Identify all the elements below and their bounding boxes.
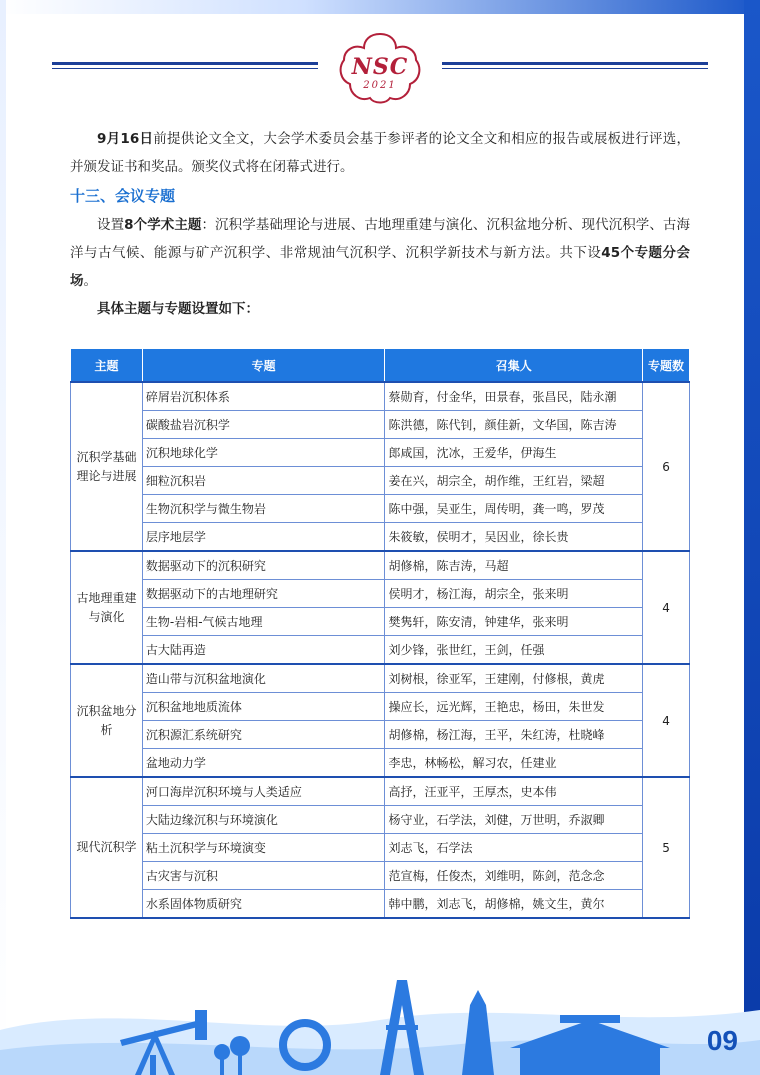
convener-cell: 胡修棉，杨江海，王平，朱红涛，杜晓峰 [385,721,643,749]
logo-year: 2021 [363,80,397,91]
convener-cell: 朱筱敏，侯明才，吴因业，徐长贵 [385,523,643,552]
convener-cell: 樊隽轩，陈安清，钟建华，张来明 [385,608,643,636]
header-rule-right [442,62,708,76]
convener-cell: 陈中强，吴亚生，周传明，龚一鸣，罗茂 [385,495,643,523]
table-row [71,664,690,693]
topic-cell: 生物沉积学与微生物岩 [142,495,385,523]
topic-cell: 碳酸盐岩沉积学 [142,411,385,439]
topic-cell: 水系固体物质研究 [142,890,385,919]
topics-paragraph: 设置8个学术主题：沉积学基础理论与进展、古地理重建与演化、沉积盆地分析、现代沉积学、古海洋与古气候、能源与矿产沉积学、非常规油气沉积学、沉积学新技术与新方法。共下设45个专题分会场。 [70,217,691,289]
table-row [71,890,690,919]
topic-cell: 生物-岩相-气候古地理 [142,608,385,636]
topic-cell: 大陆边缘沉积与环境演化 [142,806,385,834]
convener-cell: 刘少锋，张世红，王剑，任强 [385,636,643,665]
topic-cell: 盆地动力学 [142,749,385,778]
count-cell: 4 [643,664,690,777]
convener-cell: 郎咸国，沈冰，王爱华，伊海生 [385,439,643,467]
table-intro: 具体主题与专题设置如下： [97,301,259,317]
convener-cell: 侯明才，杨江海，胡宗全，张来明 [385,580,643,608]
header-topic: 专题 [142,349,385,383]
theme-cell: 沉积盆地分析 [71,664,143,777]
table-header-row [71,349,690,383]
header-rule-left [52,62,318,76]
table-row [71,523,690,552]
topic-cell: 数据驱动下的古地理研究 [142,580,385,608]
convener-cell: 范宣梅，任俊杰，刘维明，陈剑，范念念 [385,862,643,890]
table-row [71,551,690,580]
table-row [71,467,690,495]
convener-cell: 刘志飞，石学法 [385,834,643,862]
award-paragraph: 9月16日前提供论文全文，大会学术委员会基于参评者的论文全文和相应的报告或展板进行评选，并颁发证书和奖品。颁奖仪式将在闭幕式进行。 [70,131,690,175]
topic-cell: 碎屑岩沉积体系 [142,382,385,411]
count-cell: 4 [643,551,690,664]
table-row [71,834,690,862]
header-conveners: 召集人 [385,349,643,383]
table-row [71,439,690,467]
frame-right-bar [744,0,760,1075]
table-row [71,693,690,721]
table-row [71,580,690,608]
convener-cell: 胡修棉，陈吉涛，马超 [385,551,643,580]
logo-text: NSC [351,54,409,80]
section-title: 十三、会议专题 [70,187,176,205]
frame-top-gradient [0,0,760,14]
table-row [71,382,690,411]
table-row [71,777,690,806]
topic-cell: 沉积地球化学 [142,439,385,467]
nsc-logo [336,30,424,106]
frame-left [0,0,6,1075]
topic-cell: 细粒沉积岩 [142,467,385,495]
topic-cell: 层序地层学 [142,523,385,552]
topic-cell: 沉积源汇系统研究 [142,721,385,749]
count-cell: 6 [643,382,690,551]
theme-cell: 古地理重建与演化 [71,551,143,664]
page-number: 09 [706,1025,738,1056]
header-count: 专题数 [643,349,690,383]
convener-cell: 操应长，远光辉，王艳忠，杨田，朱世发 [385,693,643,721]
topics-table [70,348,690,919]
header-theme: 主题 [71,349,143,383]
city-skyline-illustration [0,960,760,1075]
table-row [71,806,690,834]
convener-cell: 李忠，林畅松，解习农，任建业 [385,749,643,778]
topic-cell: 沉积盆地地质流体 [142,693,385,721]
theme-cell: 现代沉积学 [71,777,143,918]
topic-cell: 粘土沉积学与环境演变 [142,834,385,862]
topic-cell: 河口海岸沉积环境与人类适应 [142,777,385,806]
convener-cell: 高抒，汪亚平，王厚杰，史本伟 [385,777,643,806]
table-row [71,749,690,778]
convener-cell: 姜在兴，胡宗全，胡作维，王红岩，梁超 [385,467,643,495]
convener-cell: 杨守业，石学法，刘健，万世明，乔淑卿 [385,806,643,834]
topic-cell: 数据驱动下的沉积研究 [142,551,385,580]
main-content [70,125,690,323]
convener-cell: 陈洪德，陈代钊，颜佳新，文华国，陈吉涛 [385,411,643,439]
count-cell: 5 [643,777,690,918]
table-row [71,636,690,665]
table-row [71,721,690,749]
topic-cell: 古灾害与沉积 [142,862,385,890]
convener-cell: 韩中鹏，刘志飞，胡修棉，姚文生，黄尔 [385,890,643,919]
topic-cell: 古大陆再造 [142,636,385,665]
topic-cell: 造山带与沉积盆地演化 [142,664,385,693]
convener-cell: 刘树根，徐亚军，王建刚，付修根，黄虎 [385,664,643,693]
theme-cell: 沉积学基础理论与进展 [71,382,143,551]
table-row [71,411,690,439]
table-row [71,495,690,523]
convener-cell: 蔡勋育，付金华，田景春，张昌民，陆永潮 [385,382,643,411]
table-row [71,608,690,636]
table-row [71,862,690,890]
